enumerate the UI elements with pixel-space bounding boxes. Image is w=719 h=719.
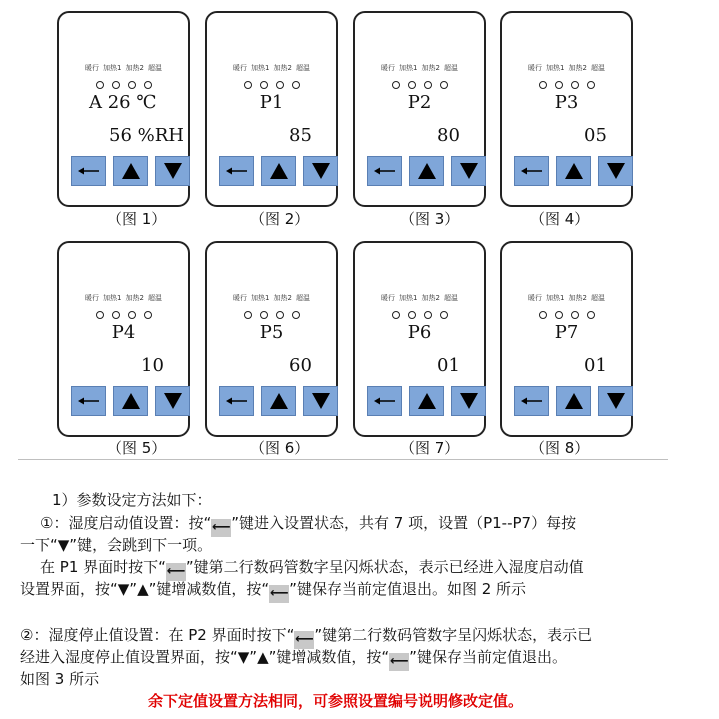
led-indicator-icon	[244, 81, 252, 89]
indicator-leds	[59, 304, 188, 323]
led-indicator-icon	[128, 81, 136, 89]
up-triangle-icon	[121, 392, 141, 410]
up-triangle-icon	[564, 392, 584, 410]
down-triangle-icon	[311, 162, 331, 180]
led-indicator-icon	[244, 311, 252, 319]
left-arrow-icon	[226, 396, 248, 406]
led-indicator-icon	[555, 81, 563, 89]
heading: 1）参数设定方法如下：	[52, 491, 212, 509]
up-button[interactable]	[556, 386, 591, 416]
controller-panel	[500, 241, 633, 437]
indicator-label: 加热2	[125, 294, 144, 302]
indicator-label: 加热1	[546, 294, 565, 302]
button-row	[219, 156, 337, 186]
led-indicator-icon	[424, 81, 432, 89]
up-button[interactable]	[409, 156, 444, 186]
led-indicator-icon	[96, 81, 104, 89]
indicator-label: 超温	[443, 64, 458, 72]
led-indicator-icon	[112, 311, 120, 319]
indicator-label: 加热1	[251, 294, 270, 302]
display-line-1: A 26 ℃	[89, 92, 157, 113]
figure-caption: （图 5）	[107, 439, 167, 457]
text: ②：湿度停止值设置：在 P2 界面时按下“	[20, 626, 295, 644]
controller-panel	[205, 241, 338, 437]
display-line-1: P6	[407, 322, 432, 343]
indicator-labels	[207, 63, 336, 73]
up-button[interactable]	[556, 156, 591, 186]
left-arrow-key-icon: ⟵	[389, 654, 409, 669]
paragraph-1-line-2: 一下“▼”键，会跳到下一项。	[20, 536, 213, 554]
indicator-label: 超温	[295, 64, 310, 72]
led-indicator-icon	[440, 311, 448, 319]
left-arrow-icon	[521, 166, 543, 176]
left-arrow-icon	[521, 396, 543, 406]
back-button[interactable]	[219, 156, 254, 186]
paragraph-3-line-3: 如图 3 所示	[20, 670, 100, 688]
indicator-leds	[59, 74, 188, 93]
indicator-leds	[207, 74, 336, 93]
display-line-2: 56 %RH	[109, 125, 184, 146]
display-line-2: 60	[289, 355, 312, 376]
led-indicator-icon	[392, 311, 400, 319]
indicator-label: 加热2	[421, 64, 440, 72]
display-line-2: 01	[584, 355, 607, 376]
indicator-leds	[355, 74, 484, 93]
left-arrow-key-icon: ⟵	[166, 564, 186, 579]
indicator-label: 加热1	[103, 64, 122, 72]
back-button[interactable]	[71, 156, 106, 186]
display-line-1: P2	[407, 92, 432, 113]
led-indicator-icon	[571, 311, 579, 319]
indicator-labels	[59, 293, 188, 303]
indicator-label: 加热2	[568, 64, 587, 72]
led-indicator-icon	[555, 311, 563, 319]
left-arrow-icon	[374, 166, 396, 176]
button-row	[367, 156, 485, 186]
text: ”键进入设置状态，共有 7 项，设置（P1--P7）每按	[231, 514, 577, 532]
indicator-label: 加热1	[103, 294, 122, 302]
left-arrow-key-icon: ⟵	[211, 520, 231, 535]
figure-caption: （图 4）	[530, 210, 590, 228]
up-triangle-icon	[417, 162, 437, 180]
down-button[interactable]	[155, 386, 190, 416]
led-indicator-icon	[571, 81, 579, 89]
controller-panel	[353, 11, 486, 207]
led-indicator-icon	[587, 311, 595, 319]
button-row	[514, 156, 632, 186]
display-line-2: 01	[437, 355, 460, 376]
led-indicator-icon	[128, 311, 136, 319]
down-button[interactable]	[303, 386, 338, 416]
text: ”键第二行数码管数字呈闪烁状态，表示已经进入湿度启动值	[185, 558, 584, 576]
indicator-label: 加热1	[399, 64, 418, 72]
down-button[interactable]	[303, 156, 338, 186]
paragraph-3-line-2	[20, 646, 567, 671]
indicator-labels	[502, 293, 631, 303]
controller-panel	[353, 241, 486, 437]
indicator-label: 超温	[295, 294, 310, 302]
led-indicator-icon	[408, 81, 416, 89]
indicator-label: 超温	[147, 294, 162, 302]
back-button[interactable]	[367, 156, 402, 186]
figure-caption: （图 6）	[250, 439, 310, 457]
led-indicator-icon	[587, 81, 595, 89]
text: 设置界面，按“▼”▲”键增减数值，按“	[20, 580, 270, 598]
down-button[interactable]	[598, 386, 633, 416]
indicator-leds	[207, 304, 336, 323]
led-indicator-icon	[260, 311, 268, 319]
indicator-leds	[502, 74, 631, 93]
indicator-label: 暖行	[233, 294, 248, 302]
led-indicator-icon	[440, 81, 448, 89]
red-note: 余下定值设置方法相同，可参照设置编号说明修改定值。	[148, 692, 524, 710]
up-triangle-icon	[417, 392, 437, 410]
back-button[interactable]	[367, 386, 402, 416]
button-row	[71, 156, 189, 186]
indicator-label: 超温	[443, 294, 458, 302]
led-indicator-icon	[112, 81, 120, 89]
left-arrow-key-icon: ⟵	[295, 632, 314, 647]
led-indicator-icon	[392, 81, 400, 89]
led-indicator-icon	[539, 81, 547, 89]
display-line-1: P3	[554, 92, 579, 113]
left-arrow-icon	[374, 396, 396, 406]
down-triangle-icon	[311, 392, 331, 410]
indicator-label: 加热2	[568, 294, 587, 302]
indicator-label: 加热2	[125, 64, 144, 72]
led-indicator-icon	[260, 81, 268, 89]
indicator-label: 加热1	[251, 64, 270, 72]
left-arrow-icon	[78, 166, 100, 176]
indicator-label: 加热1	[399, 294, 418, 302]
led-indicator-icon	[424, 311, 432, 319]
button-row	[367, 386, 485, 416]
figure-caption: （图 1）	[107, 210, 167, 228]
back-button[interactable]	[514, 386, 549, 416]
figure-caption: （图 8）	[530, 439, 590, 457]
indicator-label: 暖行	[85, 294, 100, 302]
back-button[interactable]	[514, 156, 549, 186]
led-indicator-icon	[539, 311, 547, 319]
up-button[interactable]	[113, 386, 148, 416]
up-button[interactable]	[261, 156, 296, 186]
indicator-labels	[59, 63, 188, 73]
indicator-leds	[502, 304, 631, 323]
back-button[interactable]	[71, 386, 106, 416]
text: ”键保存当前定值退出。如图 2 所示	[289, 580, 527, 598]
text: 经进入湿度停止值设置界面，按“▼”▲”键增减数值，按“	[20, 648, 390, 666]
indicator-label: 暖行	[381, 64, 396, 72]
controller-panel	[205, 11, 338, 207]
down-button[interactable]	[451, 386, 486, 416]
display-line-1: P7	[554, 322, 579, 343]
led-indicator-icon	[408, 311, 416, 319]
indicator-label: 加热2	[273, 64, 292, 72]
display-line-2: 80	[437, 125, 460, 146]
indicator-labels	[355, 63, 484, 73]
indicator-labels	[355, 293, 484, 303]
left-arrow-icon	[226, 166, 248, 176]
display-line-2: 05	[584, 125, 607, 146]
left-arrow-icon	[78, 396, 100, 406]
figure-caption: （图 7）	[400, 439, 460, 457]
led-indicator-icon	[276, 81, 284, 89]
down-triangle-icon	[163, 392, 183, 410]
led-indicator-icon	[292, 81, 300, 89]
button-row	[514, 386, 632, 416]
display-line-2: 85	[289, 125, 312, 146]
indicator-label: 加热1	[546, 64, 565, 72]
indicator-label: 暖行	[381, 294, 396, 302]
up-triangle-icon	[564, 162, 584, 180]
up-button[interactable]	[409, 386, 444, 416]
controller-panel	[500, 11, 633, 207]
indicator-label: 暖行	[528, 64, 543, 72]
indicator-label: 超温	[147, 64, 162, 72]
paragraph-2-line-2	[20, 578, 526, 603]
down-button[interactable]	[598, 156, 633, 186]
figure-caption: （图 2）	[250, 210, 310, 228]
display-line-1: P1	[259, 92, 284, 113]
down-triangle-icon	[606, 392, 626, 410]
indicator-label: 加热2	[421, 294, 440, 302]
indicator-labels	[502, 63, 631, 73]
text: 在 P1 界面时按下“	[40, 558, 166, 576]
indicator-label: 暖行	[233, 64, 248, 72]
text: ”键保存当前定值退出。	[409, 648, 567, 666]
back-button[interactable]	[219, 386, 254, 416]
text: ”键第二行数码管数字呈闪烁状态，表示已	[314, 626, 593, 644]
left-arrow-key-icon: ⟵	[269, 586, 289, 601]
led-indicator-icon	[144, 311, 152, 319]
led-indicator-icon	[276, 311, 284, 319]
button-row	[219, 386, 337, 416]
button-row	[71, 386, 189, 416]
down-triangle-icon	[459, 162, 479, 180]
up-button[interactable]	[113, 156, 148, 186]
indicator-label: 超温	[590, 294, 605, 302]
led-indicator-icon	[292, 311, 300, 319]
down-button[interactable]	[155, 156, 190, 186]
up-triangle-icon	[269, 392, 289, 410]
down-triangle-icon	[163, 162, 183, 180]
indicator-labels	[207, 293, 336, 303]
down-triangle-icon	[606, 162, 626, 180]
up-button[interactable]	[261, 386, 296, 416]
display-line-2: 10	[141, 355, 164, 376]
led-indicator-icon	[96, 311, 104, 319]
display-line-1: P4	[111, 322, 136, 343]
display-line-1: P5	[259, 322, 284, 343]
indicator-label: 超温	[590, 64, 605, 72]
down-triangle-icon	[459, 392, 479, 410]
up-triangle-icon	[121, 162, 141, 180]
controller-panel	[57, 11, 190, 207]
divider	[18, 459, 668, 460]
indicator-label: 加热2	[273, 294, 292, 302]
down-button[interactable]	[451, 156, 486, 186]
text: ①：湿度启动值设置：按“	[40, 514, 212, 532]
indicator-label: 暖行	[528, 294, 543, 302]
figure-caption: （图 3）	[400, 210, 460, 228]
led-indicator-icon	[144, 81, 152, 89]
controller-panel	[57, 241, 190, 437]
indicator-label: 暖行	[85, 64, 100, 72]
indicator-leds	[355, 304, 484, 323]
up-triangle-icon	[269, 162, 289, 180]
